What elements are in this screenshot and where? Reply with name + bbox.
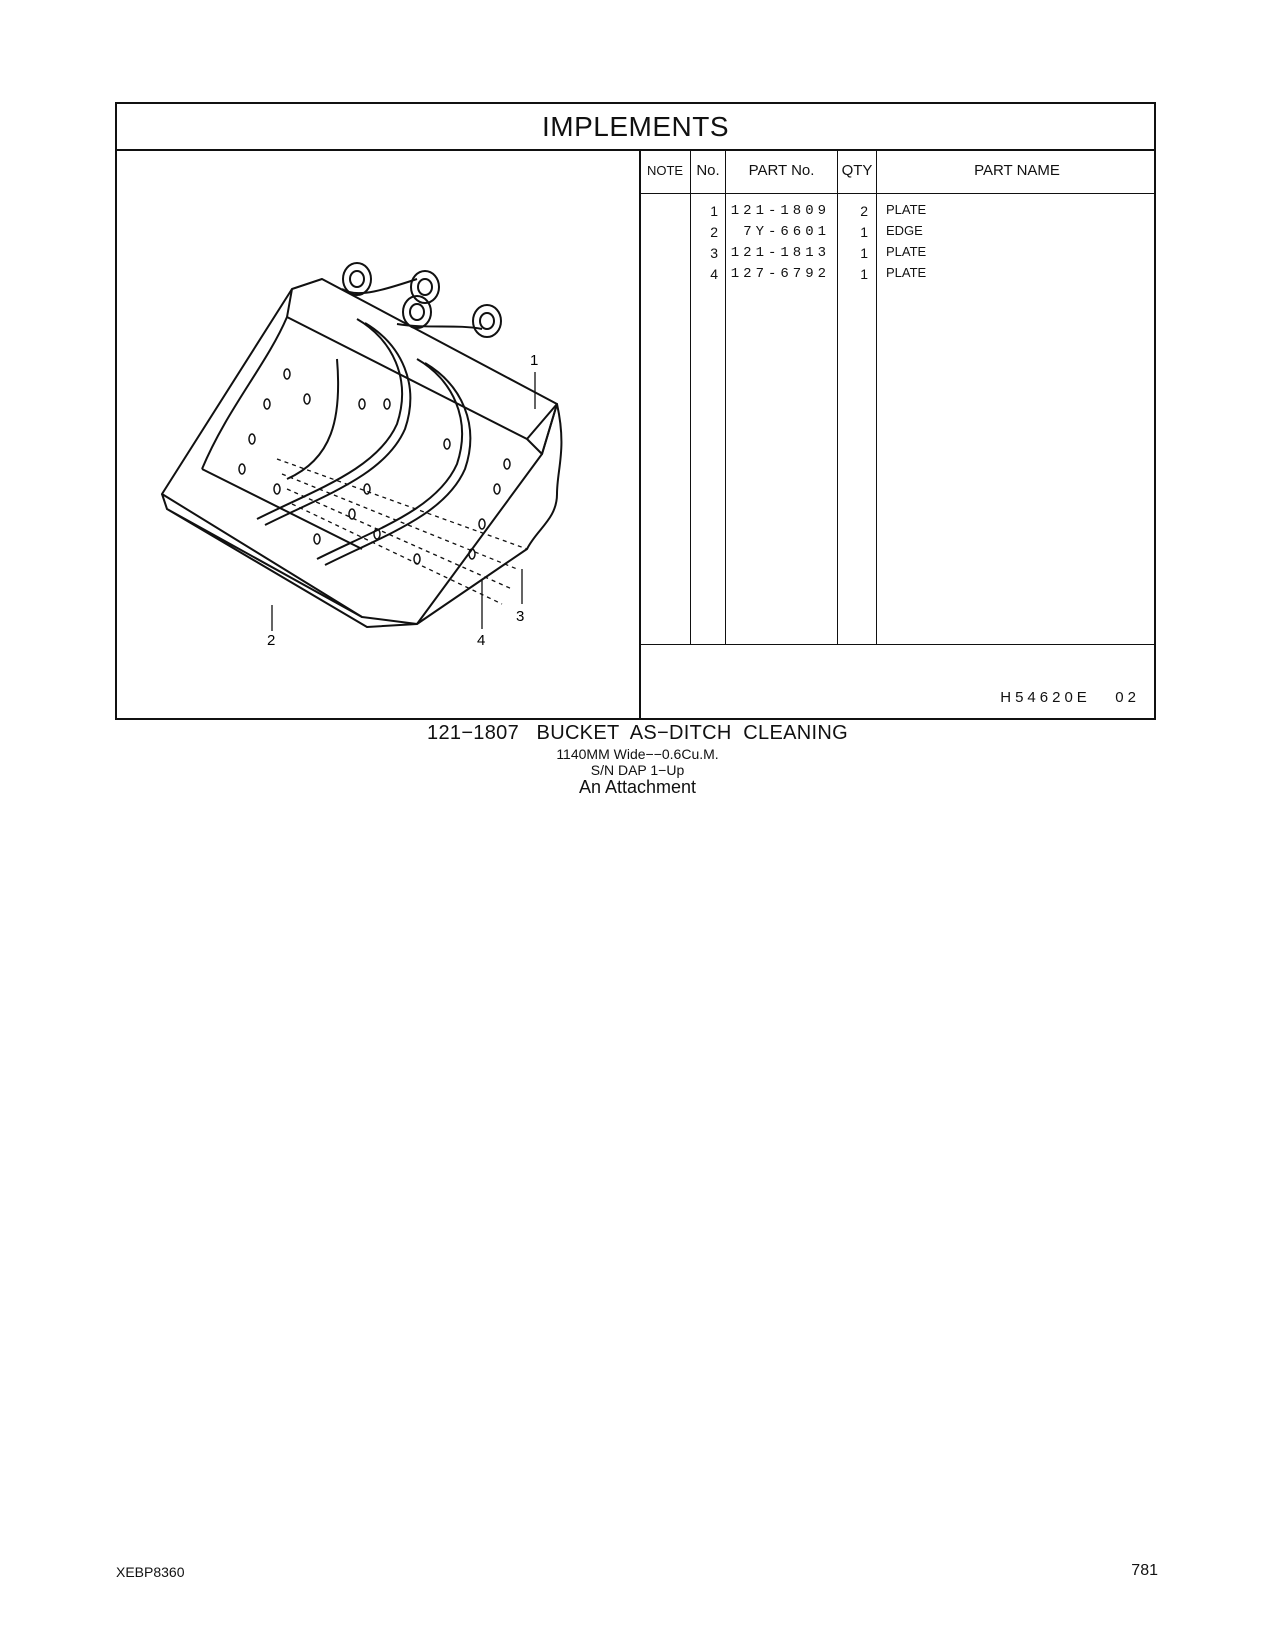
row-qty: 2 xyxy=(860,203,868,219)
col-divider xyxy=(876,149,877,645)
callout-4: 4 xyxy=(477,632,486,649)
section-title: IMPLEMENTS xyxy=(117,104,1154,151)
document-number: XEBP8360 xyxy=(116,1564,185,1580)
row-part-name: PLATE xyxy=(886,244,927,259)
table-bottom-divider xyxy=(640,644,1154,645)
parts-table xyxy=(640,149,1154,645)
bucket-drawing xyxy=(117,149,637,719)
pin-boss-4 xyxy=(473,305,501,337)
row-part-name: PLATE xyxy=(886,265,927,280)
row-part-no: 121-1809 xyxy=(730,203,830,219)
assembly-spec: 1140MM Wide−−0.6Cu.M. xyxy=(556,746,719,762)
callout-1: 1 xyxy=(530,352,539,369)
assembly-title: 121−1807 BUCKET AS−DITCH CLEANING xyxy=(427,722,848,744)
row-part-name: PLATE xyxy=(886,202,927,217)
attachment-note: An Attachment xyxy=(578,777,697,797)
illustration-id: H54620E 02 xyxy=(1000,689,1140,706)
header-divider xyxy=(640,193,1154,194)
row-no: 1 xyxy=(710,203,718,219)
row-qty: 1 xyxy=(860,245,868,261)
col-part-name: PART NAME xyxy=(974,162,1060,179)
row-no: 3 xyxy=(710,245,718,261)
col-qty: QTY xyxy=(841,162,873,179)
row-no: 2 xyxy=(710,224,718,240)
col-note: NOTE xyxy=(646,163,684,178)
row-qty: 1 xyxy=(860,266,868,282)
col-part-no: PART No. xyxy=(748,162,815,179)
row-no: 4 xyxy=(710,266,718,282)
parts-frame xyxy=(115,102,1156,720)
col-no: No. xyxy=(696,162,720,179)
row-part-no: 127-6792 xyxy=(730,266,830,282)
row-part-name: EDGE xyxy=(886,223,923,238)
rib-1 xyxy=(257,319,402,519)
bucket-illustration xyxy=(117,149,641,718)
page-number: 781 xyxy=(1131,1562,1158,1579)
callout-2: 2 xyxy=(267,632,276,649)
row-part-no: 7Y-6601 xyxy=(743,224,830,240)
serial-range: S/N DAP 1−Up xyxy=(590,762,685,778)
row-qty: 1 xyxy=(860,224,868,240)
row-part-no: 121-1813 xyxy=(730,245,830,261)
pin-boss-1 xyxy=(343,263,371,295)
callout-3: 3 xyxy=(516,608,525,625)
